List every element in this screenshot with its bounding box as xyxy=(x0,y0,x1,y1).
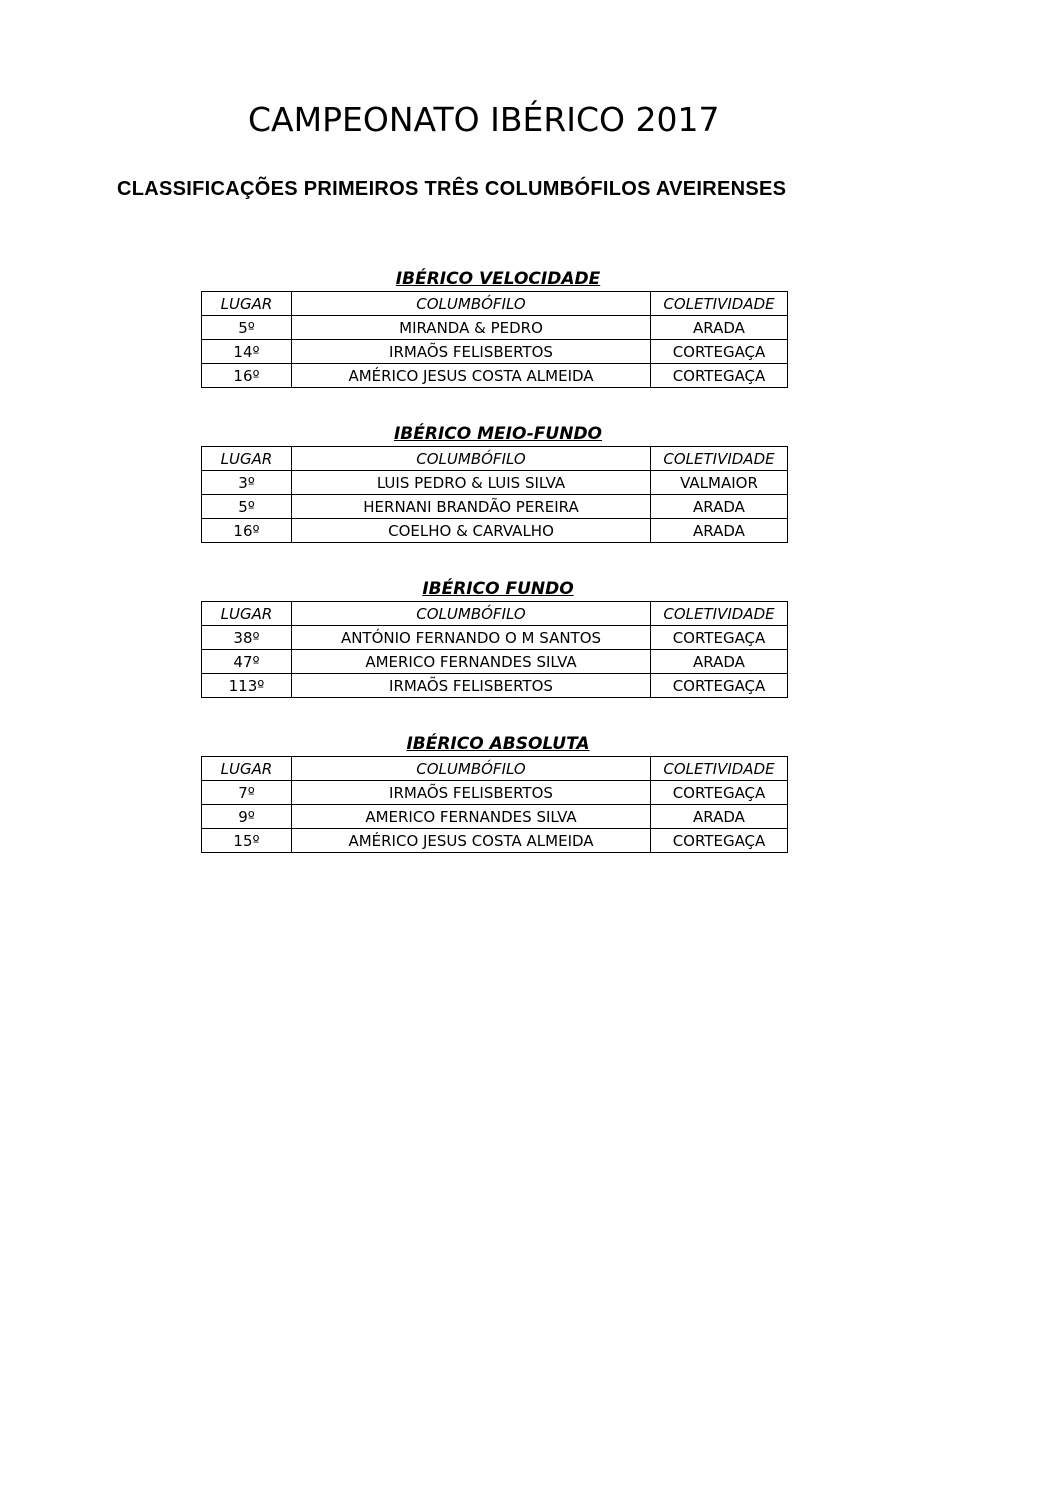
cell-coletividade: ARADA xyxy=(651,519,788,543)
table-row xyxy=(202,829,788,853)
table-header-row xyxy=(202,447,788,471)
header-lugar: LUGAR xyxy=(202,602,292,626)
cell-columbofilo: AMÉRICO JESUS COSTA ALMEIDA xyxy=(292,364,651,388)
cell-lugar: 3º xyxy=(202,471,292,495)
section-velocidade xyxy=(201,267,787,388)
cell-coletividade: CORTEGAÇA xyxy=(651,674,788,698)
cell-coletividade: CORTEGAÇA xyxy=(651,781,788,805)
cell-lugar: 38º xyxy=(202,626,292,650)
cell-columbofilo: ANTÓNIO FERNANDO O M SANTOS xyxy=(292,626,651,650)
table-row xyxy=(202,519,788,543)
cell-lugar: 16º xyxy=(202,364,292,388)
header-columbofilo: COLUMBÓFILO xyxy=(292,602,651,626)
cell-lugar: 15º xyxy=(202,829,292,853)
table-row xyxy=(202,805,788,829)
cell-coletividade: ARADA xyxy=(651,495,788,519)
table-row xyxy=(202,364,788,388)
cell-columbofilo: AMERICO FERNANDES SILVA xyxy=(292,805,651,829)
cell-columbofilo: IRMAÕS FELISBERTOS xyxy=(292,674,651,698)
section-fundo xyxy=(201,577,787,698)
cell-columbofilo: COELHO & CARVALHO xyxy=(292,519,651,543)
cell-lugar: 9º xyxy=(202,805,292,829)
section-title: IBÉRICO FUNDO xyxy=(422,579,574,599)
results-table xyxy=(201,601,788,698)
table-row xyxy=(202,340,788,364)
cell-lugar: 47º xyxy=(202,650,292,674)
cell-coletividade: CORTEGAÇA xyxy=(651,364,788,388)
cell-coletividade: VALMAIOR xyxy=(651,471,788,495)
cell-columbofilo: IRMAÕS FELISBERTOS xyxy=(292,340,651,364)
cell-coletividade: ARADA xyxy=(651,316,788,340)
section-absoluta xyxy=(201,732,787,853)
cell-lugar: 7º xyxy=(202,781,292,805)
results-table xyxy=(201,291,788,388)
section-title: IBÉRICO ABSOLUTA xyxy=(406,734,590,754)
table-row xyxy=(202,781,788,805)
cell-coletividade: CORTEGAÇA xyxy=(651,340,788,364)
cell-coletividade: ARADA xyxy=(651,650,788,674)
results-table xyxy=(201,756,788,853)
cell-columbofilo: IRMAÕS FELISBERTOS xyxy=(292,781,651,805)
cell-lugar: 5º xyxy=(202,495,292,519)
cell-columbofilo: MIRANDA & PEDRO xyxy=(292,316,651,340)
header-columbofilo: COLUMBÓFILO xyxy=(292,447,651,471)
table-header-row xyxy=(202,602,788,626)
table-header-row xyxy=(202,757,788,781)
cell-columbofilo: AMERICO FERNANDES SILVA xyxy=(292,650,651,674)
header-lugar: LUGAR xyxy=(202,447,292,471)
header-coletividade: COLETIVIDADE xyxy=(651,602,788,626)
page-title: CAMPEONATO IBÉRICO 2017 xyxy=(248,100,720,139)
table-row xyxy=(202,316,788,340)
cell-columbofilo: LUIS PEDRO & LUIS SILVA xyxy=(292,471,651,495)
header-lugar: LUGAR xyxy=(202,292,292,316)
table-header-row xyxy=(202,292,788,316)
header-coletividade: COLETIVIDADE xyxy=(651,757,788,781)
cell-lugar: 5º xyxy=(202,316,292,340)
table-row xyxy=(202,626,788,650)
section-meio-fundo xyxy=(201,422,787,543)
cell-columbofilo: AMÉRICO JESUS COSTA ALMEIDA xyxy=(292,829,651,853)
table-row xyxy=(202,674,788,698)
section-title: IBÉRICO MEIO-FUNDO xyxy=(393,424,603,444)
cell-lugar: 16º xyxy=(202,519,292,543)
header-columbofilo: COLUMBÓFILO xyxy=(292,757,651,781)
cell-lugar: 113º xyxy=(202,674,292,698)
header-columbofilo: COLUMBÓFILO xyxy=(292,292,651,316)
header-lugar: LUGAR xyxy=(202,757,292,781)
cell-coletividade: CORTEGAÇA xyxy=(651,829,788,853)
header-coletividade: COLETIVIDADE xyxy=(651,447,788,471)
cell-columbofilo: HERNANI BRANDÃO PEREIRA xyxy=(292,495,651,519)
results-table xyxy=(201,446,788,543)
section-title: IBÉRICO VELOCIDADE xyxy=(395,269,601,289)
header-coletividade: COLETIVIDADE xyxy=(651,292,788,316)
page-subtitle: CLASSIFICAÇÕES PRIMEIROS TRÊS COLUMBÓFILOS AVEIRENSES xyxy=(117,178,787,200)
cell-lugar: 14º xyxy=(202,340,292,364)
cell-coletividade: CORTEGAÇA xyxy=(651,626,788,650)
cell-coletividade: ARADA xyxy=(651,805,788,829)
table-row xyxy=(202,650,788,674)
table-row xyxy=(202,495,788,519)
table-row xyxy=(202,471,788,495)
